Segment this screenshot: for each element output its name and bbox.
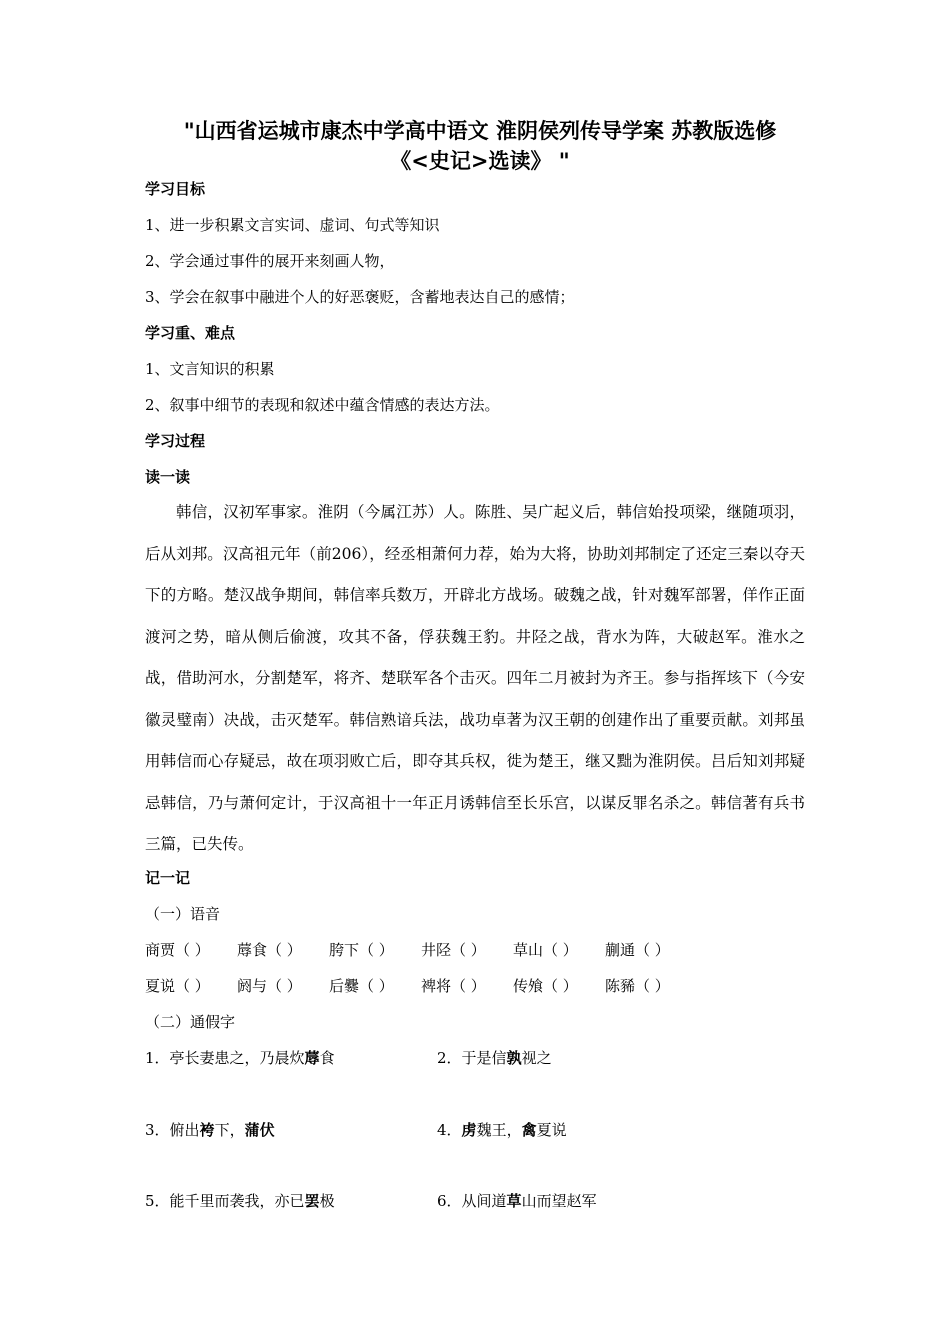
pronunciation-item: 裨将（ ） xyxy=(421,977,486,995)
pronunciation-heading: （一）语音 xyxy=(145,905,221,923)
tongjia-item: 5．能千里而袭我，亦已罢极 xyxy=(145,1192,335,1210)
title-line-1: "山西省运城市康杰中学高中语文 淮阴侯列传导学案 苏教版选修 xyxy=(183,119,777,143)
tongjia-item: 6．从间道草山而望赵军 xyxy=(437,1192,597,1210)
goal-item: 1、进一步积累文言实词、虚词、句式等知识 xyxy=(145,216,440,234)
pronunciation-row xyxy=(145,939,697,960)
tongjia-item: 3．俯出袴下，蒲伏 xyxy=(145,1121,275,1139)
focus-heading: 学习重、难点 xyxy=(145,324,236,342)
goal-item: 3、学会在叙事中融进个人的好恶褒贬，含蓄地表达自己的感情； xyxy=(145,288,575,306)
focus-item: 2、叙事中细节的表现和叙述中蕴含情感的表达方法。 xyxy=(145,396,500,414)
page-title xyxy=(120,116,840,176)
pronunciation-item: 商贾（ ） xyxy=(145,941,210,959)
goal-item: 2、学会通过事件的展开来刻画人物， xyxy=(145,252,395,270)
pronunciation-item: 夏说（ ） xyxy=(145,977,210,995)
tongjia-item: 1．亭长妻患之，乃晨炊蓐食 xyxy=(145,1049,335,1067)
pronunciation-item: 陈豨（ ） xyxy=(605,977,670,995)
pronunciation-item: 草山（ ） xyxy=(513,941,578,959)
pronunciation-item: 后爨（ ） xyxy=(329,977,394,995)
memo-heading: 记一记 xyxy=(145,869,191,887)
focus-item: 1、文言知识的积累 xyxy=(145,360,275,378)
pronunciation-item: 井陉（ ） xyxy=(421,941,486,959)
pronunciation-item: 传飧（ ） xyxy=(513,977,578,995)
title-line-2: 《<史记>选读》 " xyxy=(390,149,570,173)
read-heading: 读一读 xyxy=(145,468,191,486)
read-paragraph: 韩信，汉初军事家。淮阴（今属江苏）人。陈胜、吴广起义后，韩信始投项梁，继随项羽，后从刘邦。汉高祖元年（前206），经丞相萧何力荐，始为大将，协助刘邦制定了还定三秦以夺天下的方略。楚汉战争期间，韩信率兵数万，开辟北方战场。破魏之战，针对魏军部署，佯作正面渡河之势，暗从侧后偷渡，攻其不备，俘获魏王豹。井陉之战，背水为阵，大破赵军。淮水之战，借助河水，分割楚军，将齐、楚联军各个击灭。四年二月被封为齐王。参与指挥垓下（今安徽灵璧南）决战，击灭楚军。韩信熟谙兵法，战功卓著为汉王朝的创建作出了重要贡献。刘邦虽用韩信而心存疑忌，故在项羽败亡后，即夺其兵权，徙为楚王，继又黜为淮阴侯。吕后知刘邦疑忌韩信，乃与萧何定计，于汉高祖十一年正月诱韩信至长乐宫，以谋反罪名杀之。韩信著有兵书三篇，已失传。 xyxy=(145,503,805,853)
tongjia-item: 2．于是信孰视之 xyxy=(437,1049,552,1067)
pronunciation-item: 胯下（ ） xyxy=(329,941,394,959)
pronunciation-item: 蓐食（ ） xyxy=(237,941,302,959)
pronunciation-row xyxy=(145,975,697,996)
pronunciation-item: 蒯通（ ） xyxy=(605,941,670,959)
process-heading: 学习过程 xyxy=(145,432,206,450)
tongjia-heading: （二）通假字 xyxy=(145,1013,236,1031)
pronunciation-item: 阏与（ ） xyxy=(237,977,302,995)
goals-heading: 学习目标 xyxy=(145,180,206,198)
tongjia-item: 4．虏魏王，禽夏说 xyxy=(437,1121,567,1139)
